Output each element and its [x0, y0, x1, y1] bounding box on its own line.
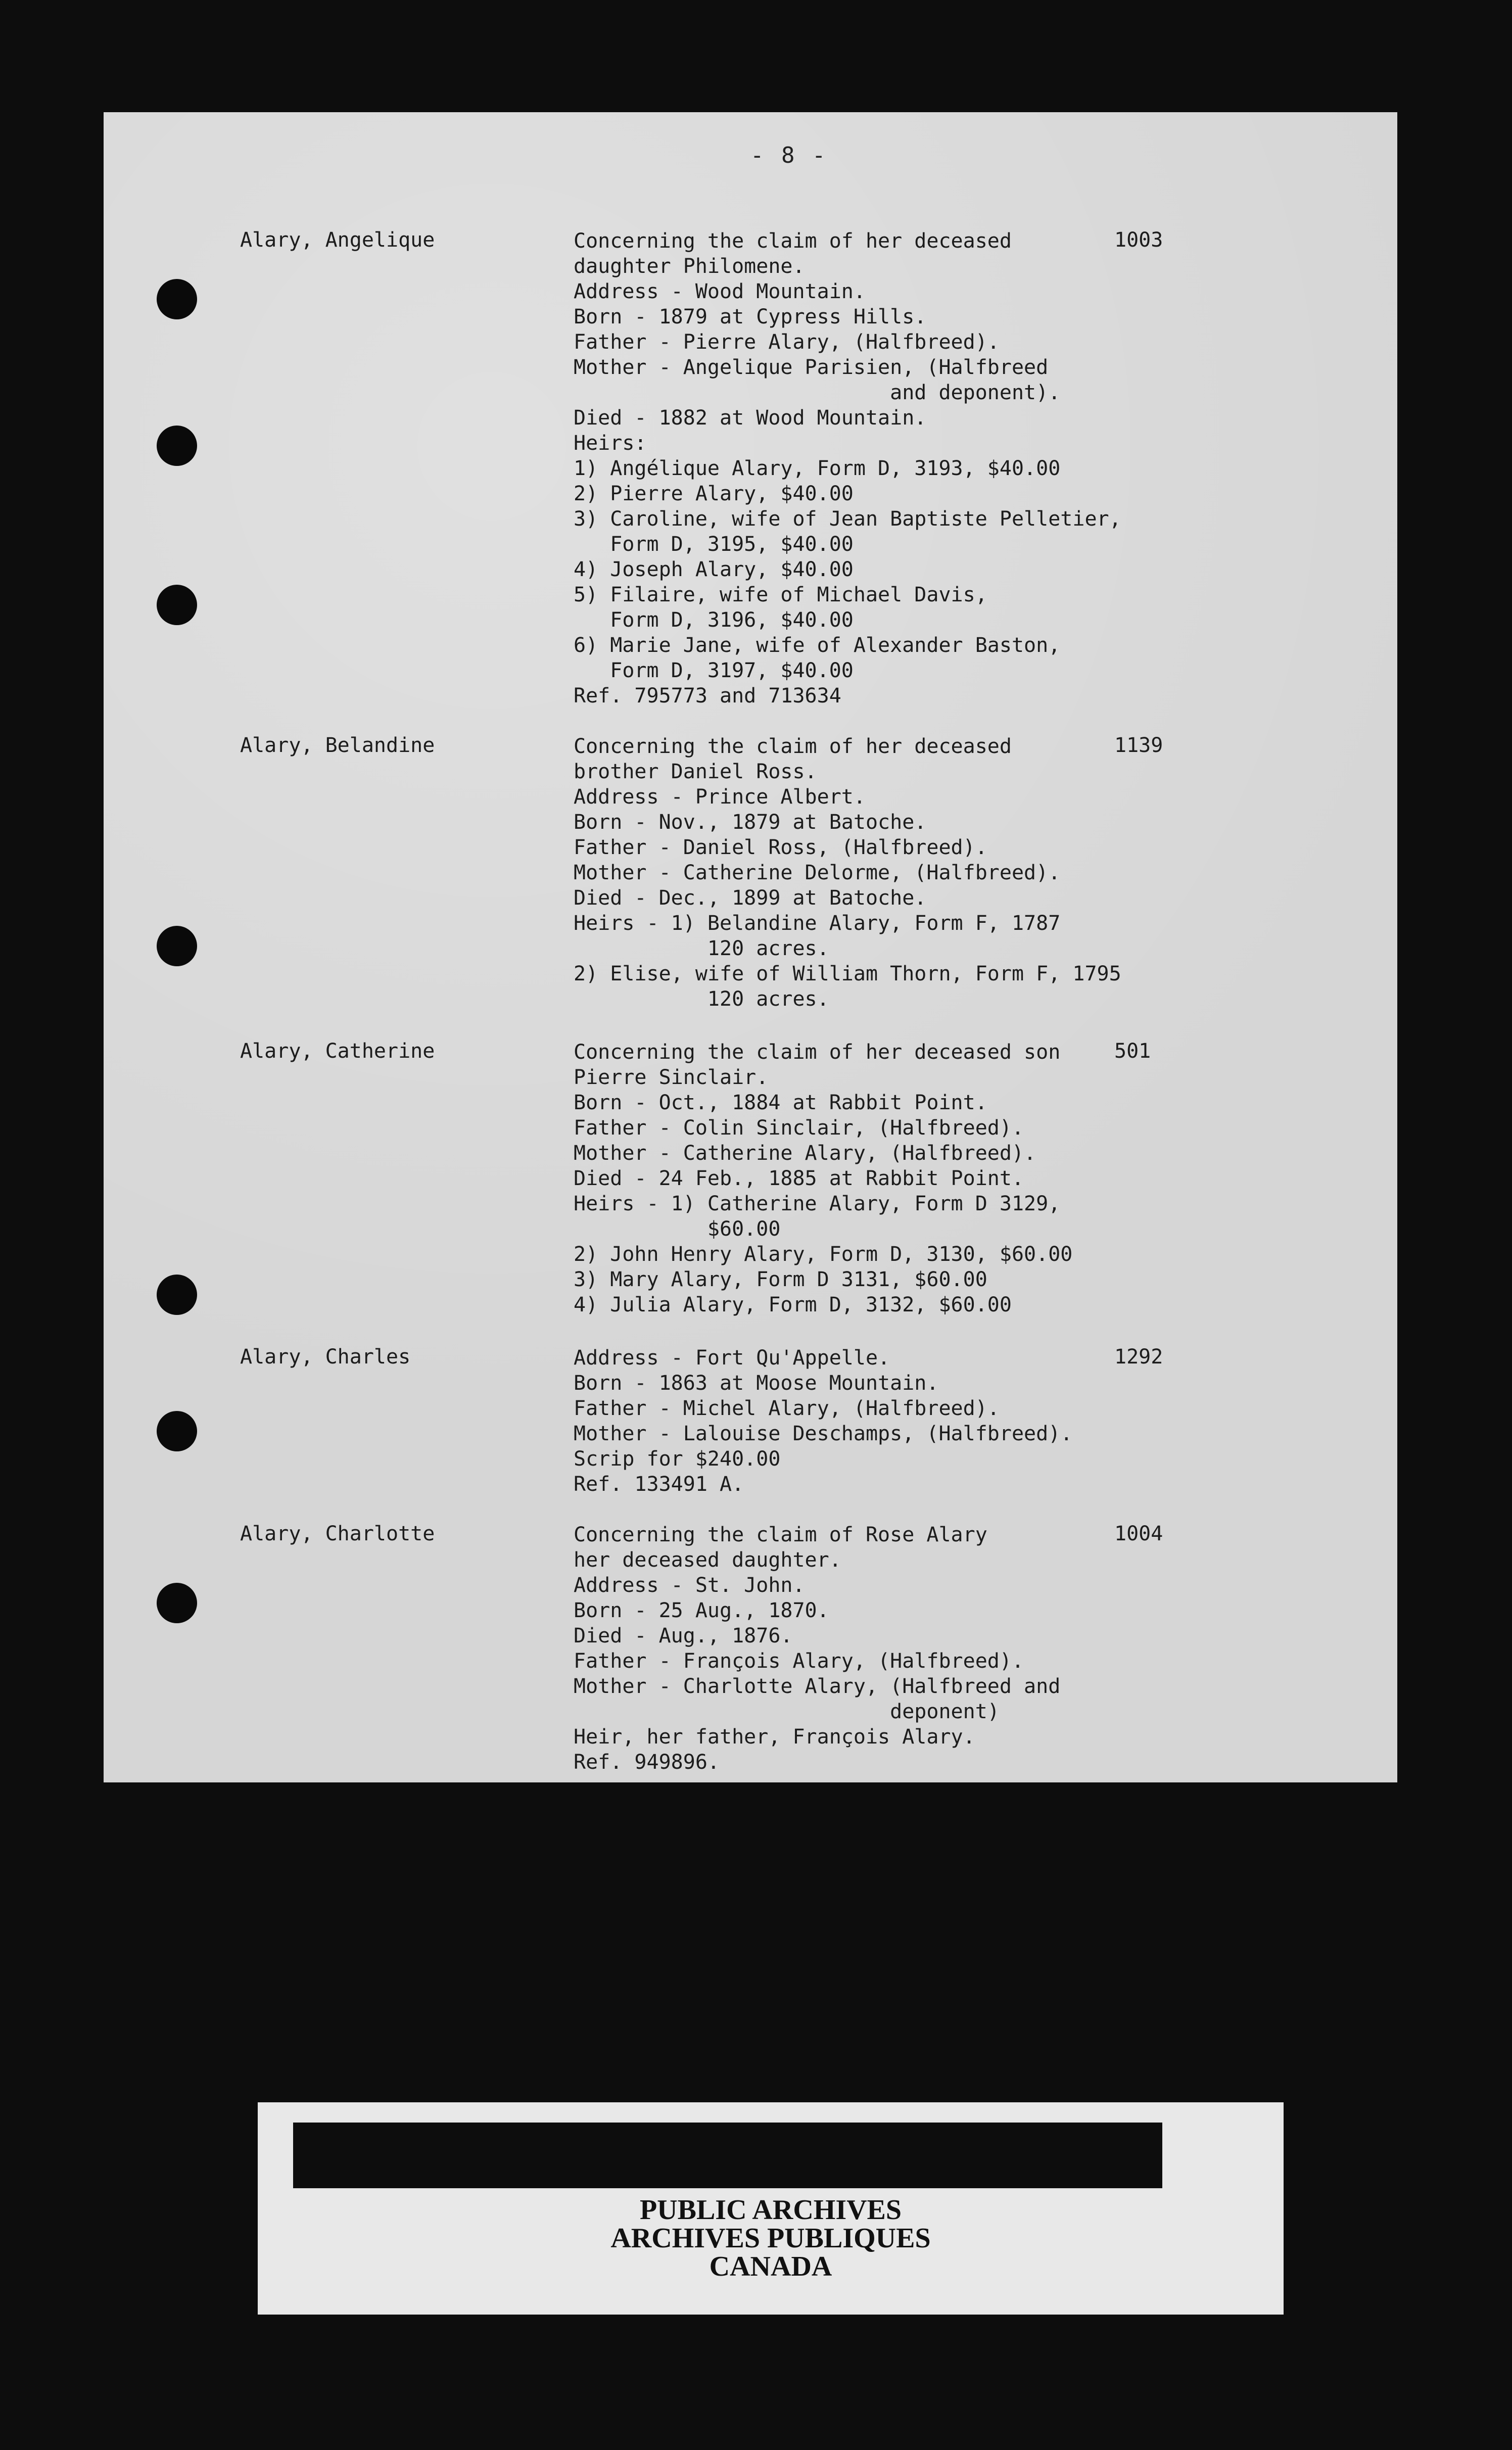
entry-name: Alary, Belandine — [240, 734, 435, 757]
detail-line: Ref. 133491 A. — [574, 1473, 744, 1496]
detail-line: brother Daniel Ross. — [574, 760, 817, 783]
detail-line: Address - Fort Qu'Appelle. — [574, 1346, 890, 1370]
detail-line: Form D, 3197, $40.00 — [574, 659, 854, 682]
detail-line: 3) Mary Alary, Form D 3131, $60.00 — [574, 1268, 987, 1291]
detail-line: Died - 1882 at Wood Mountain. — [574, 406, 927, 430]
detail-line: Father - Colin Sinclair, (Halfbreed). — [574, 1116, 1024, 1140]
detail-line: Born - 25 Aug., 1870. — [574, 1599, 829, 1622]
detail-line: 2) Pierre Alary, $40.00 — [574, 482, 854, 505]
page-number: - 8 - — [750, 143, 828, 168]
detail-line: Father - François Alary, (Halfbreed). — [574, 1650, 1024, 1673]
detail-line: Father - Pierre Alary, (Halfbreed). — [574, 331, 1000, 354]
binder-hole — [157, 1411, 197, 1451]
detail-line: 6) Marie Jane, wife of Alexander Baston, — [574, 634, 1061, 657]
detail-line: 3) Caroline, wife of Jean Baptiste Pelletier, — [574, 507, 1121, 531]
entry-details — [574, 1522, 1060, 1775]
detail-line: Born - Nov., 1879 at Batoche. — [574, 811, 927, 834]
detail-line: Mother - Catherine Alary, (Halfbreed). — [574, 1142, 1036, 1165]
detail-line: daughter Philomene. — [574, 255, 805, 278]
archive-label-line1: PUBLIC ARCHIVES — [639, 2194, 902, 2226]
detail-line: Address - St. John. — [574, 1574, 805, 1597]
entry-name: Alary, Angelique — [240, 228, 435, 252]
entry-ref-number: 1292 — [1114, 1345, 1163, 1369]
archive-label-line3: CANADA — [709, 2251, 832, 2282]
binder-hole — [157, 585, 197, 625]
detail-line: 120 acres. — [574, 937, 829, 960]
archive-label-line2: ARCHIVES PUBLIQUES — [610, 2223, 931, 2254]
binder-hole — [157, 279, 197, 319]
detail-line: Died - 24 Feb., 1885 at Rabbit Point. — [574, 1167, 1024, 1190]
binder-hole — [157, 1583, 197, 1623]
detail-line: Address - Wood Mountain. — [574, 280, 866, 303]
detail-line: Born - Oct., 1884 at Rabbit Point. — [574, 1091, 987, 1114]
detail-line: Concerning the claim of her deceased — [574, 229, 1012, 253]
detail-line: Mother - Catherine Delorme, (Halfbreed). — [574, 861, 1061, 884]
detail-line: 4) Joseph Alary, $40.00 — [574, 558, 854, 581]
binder-hole — [157, 426, 197, 466]
detail-line: Heirs: — [574, 432, 647, 455]
detail-line: Heirs - 1) Belandine Alary, Form F, 1787 — [574, 912, 1061, 935]
entry-name: Alary, Charlotte — [240, 1522, 435, 1545]
detail-line: Heirs - 1) Catherine Alary, Form D 3129, — [574, 1192, 1061, 1215]
entry-details — [574, 734, 1121, 1012]
detail-line: Mother - Charlotte Alary, (Halfbreed and — [574, 1675, 1061, 1698]
detail-line: Scrip for $240.00 — [574, 1447, 781, 1471]
detail-line: Form D, 3196, $40.00 — [574, 608, 854, 632]
detail-line: Died - Aug., 1876. — [574, 1624, 793, 1647]
detail-line: Born - 1879 at Cypress Hills. — [574, 305, 927, 328]
detail-line: Ref. 795773 and 713634 — [574, 684, 841, 708]
entry-name: Alary, Charles — [240, 1345, 411, 1369]
detail-line: 1) Angélique Alary, Form D, 3193, $40.00 — [574, 457, 1061, 480]
detail-line: Father - Daniel Ross, (Halfbreed). — [574, 836, 987, 859]
detail-line: Form D, 3195, $40.00 — [574, 533, 854, 556]
detail-line: her deceased daughter. — [574, 1548, 841, 1572]
detail-line: Concerning the claim of Rose Alary — [574, 1523, 987, 1546]
archive-label-text — [258, 2196, 1284, 2281]
entry-ref-number: 1004 — [1114, 1522, 1163, 1545]
detail-line: Concerning the claim of her deceased — [574, 735, 1012, 758]
detail-line: and deponent). — [574, 381, 1061, 404]
entry-name: Alary, Catherine — [240, 1040, 435, 1063]
binder-hole — [157, 926, 197, 966]
entry-ref-number: 1003 — [1114, 228, 1163, 252]
detail-line: Died - Dec., 1899 at Batoche. — [574, 886, 927, 910]
document-page — [104, 112, 1397, 1782]
detail-line: Mother - Angelique Parisien, (Halfbreed — [574, 356, 1049, 379]
detail-line: deponent) — [574, 1700, 1000, 1723]
entry-details — [574, 228, 1121, 709]
detail-line: Mother - Lalouise Deschamps, (Halfbreed). — [574, 1422, 1073, 1445]
detail-line: $60.00 — [574, 1217, 781, 1241]
detail-line: Address - Prince Albert. — [574, 785, 866, 809]
detail-line: Ref. 949896. — [574, 1751, 720, 1774]
detail-line: Born - 1863 at Moose Mountain. — [574, 1372, 939, 1395]
detail-line: 120 acres. — [574, 987, 829, 1011]
entry-details — [574, 1345, 1072, 1497]
entry-ref-number: 1139 — [1114, 734, 1163, 757]
binder-hole — [157, 1275, 197, 1315]
detail-line: 2) John Henry Alary, Form D, 3130, $60.00 — [574, 1243, 1073, 1266]
detail-line: 2) Elise, wife of William Thorn, Form F, 1795 — [574, 962, 1121, 985]
entry-details — [574, 1040, 1072, 1317]
detail-line: 4) Julia Alary, Form D, 3132, $60.00 — [574, 1293, 1012, 1316]
detail-line: Father - Michel Alary, (Halfbreed). — [574, 1397, 1000, 1420]
archive-label-notch — [293, 2123, 1162, 2188]
detail-line: 5) Filaire, wife of Michael Davis, — [574, 583, 987, 606]
detail-line: Pierre Sinclair. — [574, 1066, 769, 1089]
detail-line: Heir, her father, François Alary. — [574, 1725, 975, 1749]
detail-line: Concerning the claim of her deceased son — [574, 1041, 1061, 1064]
entry-ref-number: 501 — [1114, 1040, 1151, 1063]
